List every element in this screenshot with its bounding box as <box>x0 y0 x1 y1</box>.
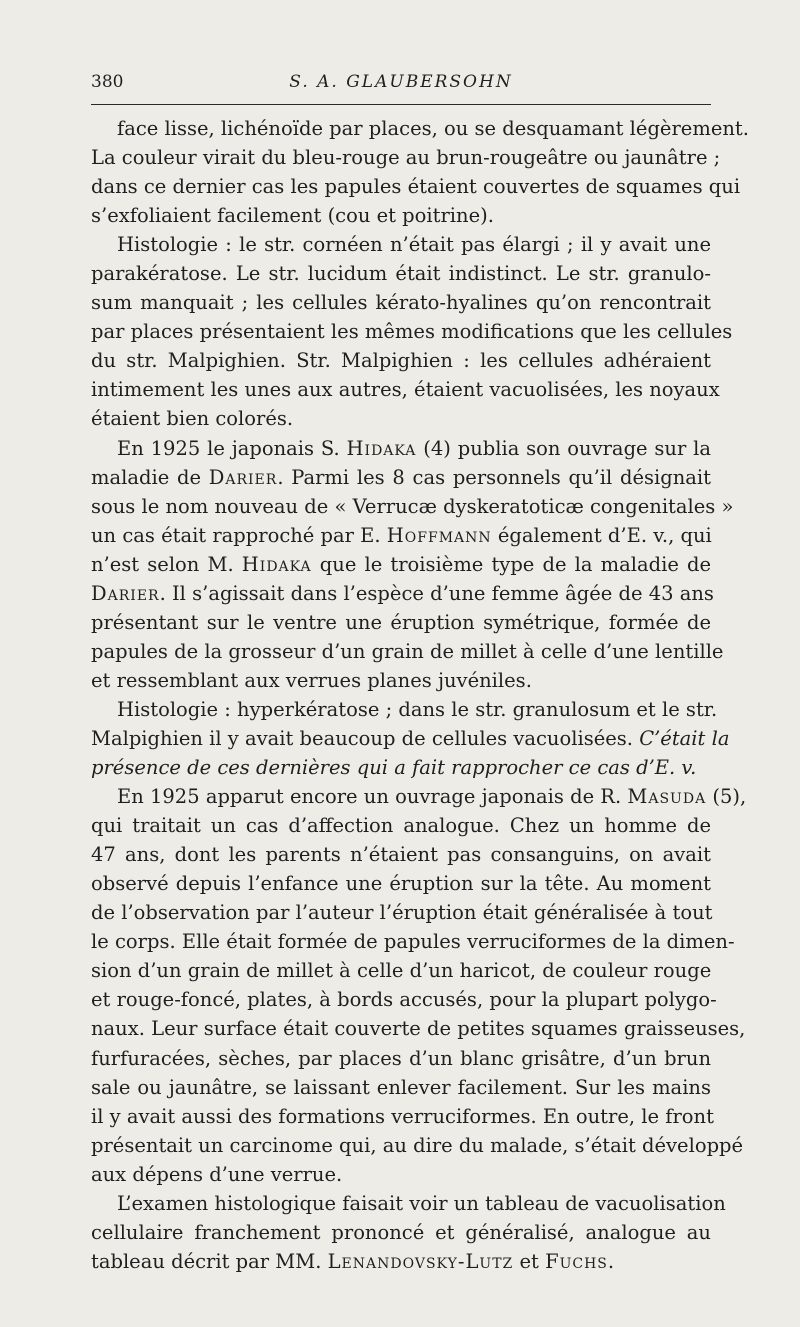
text-segment: et rouge-foncé, plates, à bords accusés, pour la plupart polygo- <box>91 988 717 1012</box>
text-segment: naux. Leur surface était couverte de petites squames graisseuses, <box>91 1017 746 1041</box>
text-segment: tableau décrit par MM. <box>91 1249 328 1273</box>
text-segment: sum manquait ; les cellules kérato-hyalines qu’on rencontrait <box>91 291 711 315</box>
text-segment: du str. Malpighien. Str. Malpighien : les cellules adhéraient <box>91 349 711 373</box>
text-segment: parakératose. Le str. lucidum était indistinct. Le str. granulo- <box>91 262 711 286</box>
text-line <box>91 492 734 521</box>
text-line <box>91 1044 711 1073</box>
text-line <box>91 114 749 143</box>
text-segment: sion d’un grain de millet à celle d’un haricot, de couleur rouge <box>91 959 712 983</box>
text-segment: . Il s’agissait dans l’espèce d’une femme âgée de 43 ans <box>159 581 714 605</box>
author-name: Lenandovsky-Lutz <box>327 1249 514 1273</box>
text-segment: papules de la grosseur d’un grain de millet à celle d’une lentille <box>91 639 724 663</box>
author-name: Hoffmann <box>386 523 492 547</box>
text-segment: sale ou jaunâtre, se laissant enlever facilement. Sur les mains <box>91 1075 711 1099</box>
text-line <box>91 985 717 1014</box>
text-line <box>91 288 711 317</box>
text-segment: furfuracées, sèches, par places d’un blanc grisâtre, d’un brun <box>91 1046 711 1070</box>
text-segment: par places présentaient les mêmes modifications que les cellules <box>91 320 733 344</box>
text-segment: intimement les unes aux autres, étaient vacuolisées, les noyaux <box>91 378 720 402</box>
text-segment: Malpighien il y avait beaucoup de cellules vacuolisées. <box>91 726 640 750</box>
paragraph <box>91 695 730 782</box>
text-line <box>91 869 711 898</box>
text-segment: s’exfoliaient facilement (cou et poitrine). <box>91 204 494 228</box>
text-line <box>91 1131 744 1160</box>
text-segment: (5), <box>706 785 747 809</box>
author-name: Darier <box>91 581 160 605</box>
text-segment: cellulaire franchement prononcé et généralisé, analogue au <box>91 1220 711 1244</box>
text-line <box>91 346 711 375</box>
text-line <box>91 782 747 811</box>
text-line <box>91 172 741 201</box>
text-segment: La couleur virait du bleu-rouge au brun-rougeâtre ou jaunâtre ; <box>91 146 721 170</box>
text-segment: que le troisième type de la maladie de <box>311 552 712 576</box>
text-segment: qui traitait un cas d’affection analogue. Chez un homme de <box>91 814 711 838</box>
text-line <box>91 521 711 550</box>
text-line <box>91 201 711 230</box>
text-segment: présentant sur le ventre une éruption symétrique, formée de <box>91 610 711 634</box>
text-line <box>91 753 711 782</box>
text-line <box>91 1014 746 1043</box>
paragraph <box>91 434 734 695</box>
page-number: 380 <box>91 72 124 92</box>
text-line <box>91 550 711 579</box>
author-name: Fuchs <box>545 1249 608 1273</box>
page-header <box>91 72 711 100</box>
text-segment: dans ce dernier cas les papules étaient couvertes de squames qui <box>91 175 741 199</box>
text-segment: En 1925 apparut encore un ouvrage japonais de R. <box>117 785 628 809</box>
text-line <box>91 434 711 463</box>
author-name: Hidaka <box>241 552 312 576</box>
text-line <box>91 956 711 985</box>
text-line <box>91 927 735 956</box>
paragraph <box>91 1189 726 1276</box>
text-line <box>91 1073 711 1102</box>
text-segment: En 1925 le japonais S. <box>117 436 347 460</box>
paragraph <box>91 230 733 433</box>
text-line <box>91 811 711 840</box>
text-segment: Histologie : le str. cornéen n’était pas élargi ; il y avait une <box>117 233 711 257</box>
text-segment: L’examen histologique faisait voir un tableau de vacuolisation <box>117 1191 726 1215</box>
text-line <box>91 375 720 404</box>
text-line <box>91 666 711 695</box>
header-rule <box>91 104 711 105</box>
text-segment: également d’E. v., qui <box>491 523 712 547</box>
text-line <box>91 840 711 869</box>
italic-text: C’était la <box>639 726 730 750</box>
author-name: Hidaka <box>346 436 417 460</box>
running-title: S. A. GLAUBERSOHN <box>289 72 513 92</box>
text-line <box>91 608 711 637</box>
text-segment: face lisse, lichénoïde par places, ou se desquamant légèrement. <box>117 117 749 140</box>
text-line <box>91 637 724 666</box>
paragraph <box>91 782 747 1189</box>
text-line <box>91 1247 711 1276</box>
italic-text: présence de ces dernières qui a fait rapprocher ce cas d’E. v. <box>91 756 697 780</box>
text-line <box>91 463 711 492</box>
text-segment: le corps. Elle était formée de papules verruciformes de la dimen- <box>91 930 735 954</box>
text-line <box>91 259 711 288</box>
text-line <box>91 695 718 724</box>
text-line <box>91 1160 711 1189</box>
text-segment: un cas était rapproché par E. <box>91 523 387 547</box>
text-segment: étaient bien colorés. <box>91 407 294 431</box>
text-segment: (4) publia son ouvrage sur la <box>416 436 711 460</box>
text-line <box>91 1218 711 1247</box>
text-line <box>91 724 730 753</box>
text-line <box>91 230 711 259</box>
text-segment: il y avait aussi des formations verruciformes. En outre, le front <box>91 1104 714 1128</box>
text-line <box>91 404 711 433</box>
text-segment: Histologie : hyperkératose ; dans le str. granulosum et le str. <box>117 697 718 721</box>
text-segment: présentait un carcinome qui, au dire du malade, s’était développé <box>91 1133 744 1157</box>
text-segment: de l’observation par l’auteur l’éruption était généralisée à tout <box>91 901 713 925</box>
author-name: Masuda <box>627 785 707 809</box>
text-segment: sous le nom nouveau de « Verrucæ dyskeratoticæ congenitales » <box>91 494 734 518</box>
text-segment: et <box>513 1249 546 1273</box>
text-segment: n’est selon M. <box>91 552 242 576</box>
text-line <box>91 317 733 346</box>
text-segment: . <box>607 1249 615 1273</box>
text-line <box>91 1102 714 1131</box>
text-segment: observé depuis l’enfance une éruption sur la tête. Au moment <box>91 872 711 896</box>
text-segment: et ressemblant aux verrues planes juvéniles. <box>91 668 532 692</box>
text-line <box>91 898 711 927</box>
author-name: Darier <box>208 465 278 489</box>
body-text <box>91 114 749 1276</box>
text-line <box>91 579 714 608</box>
text-segment: aux dépens d’une verrue. <box>91 1162 343 1186</box>
text-segment: 47 ans, dont les parents n’étaient pas consanguins, on avait <box>91 843 711 867</box>
text-line <box>91 143 721 172</box>
paragraph <box>91 114 749 230</box>
text-segment: maladie de <box>91 465 209 489</box>
text-line <box>91 1189 726 1218</box>
text-segment: . Parmi les 8 cas personnels qu’il désignait <box>277 465 711 489</box>
